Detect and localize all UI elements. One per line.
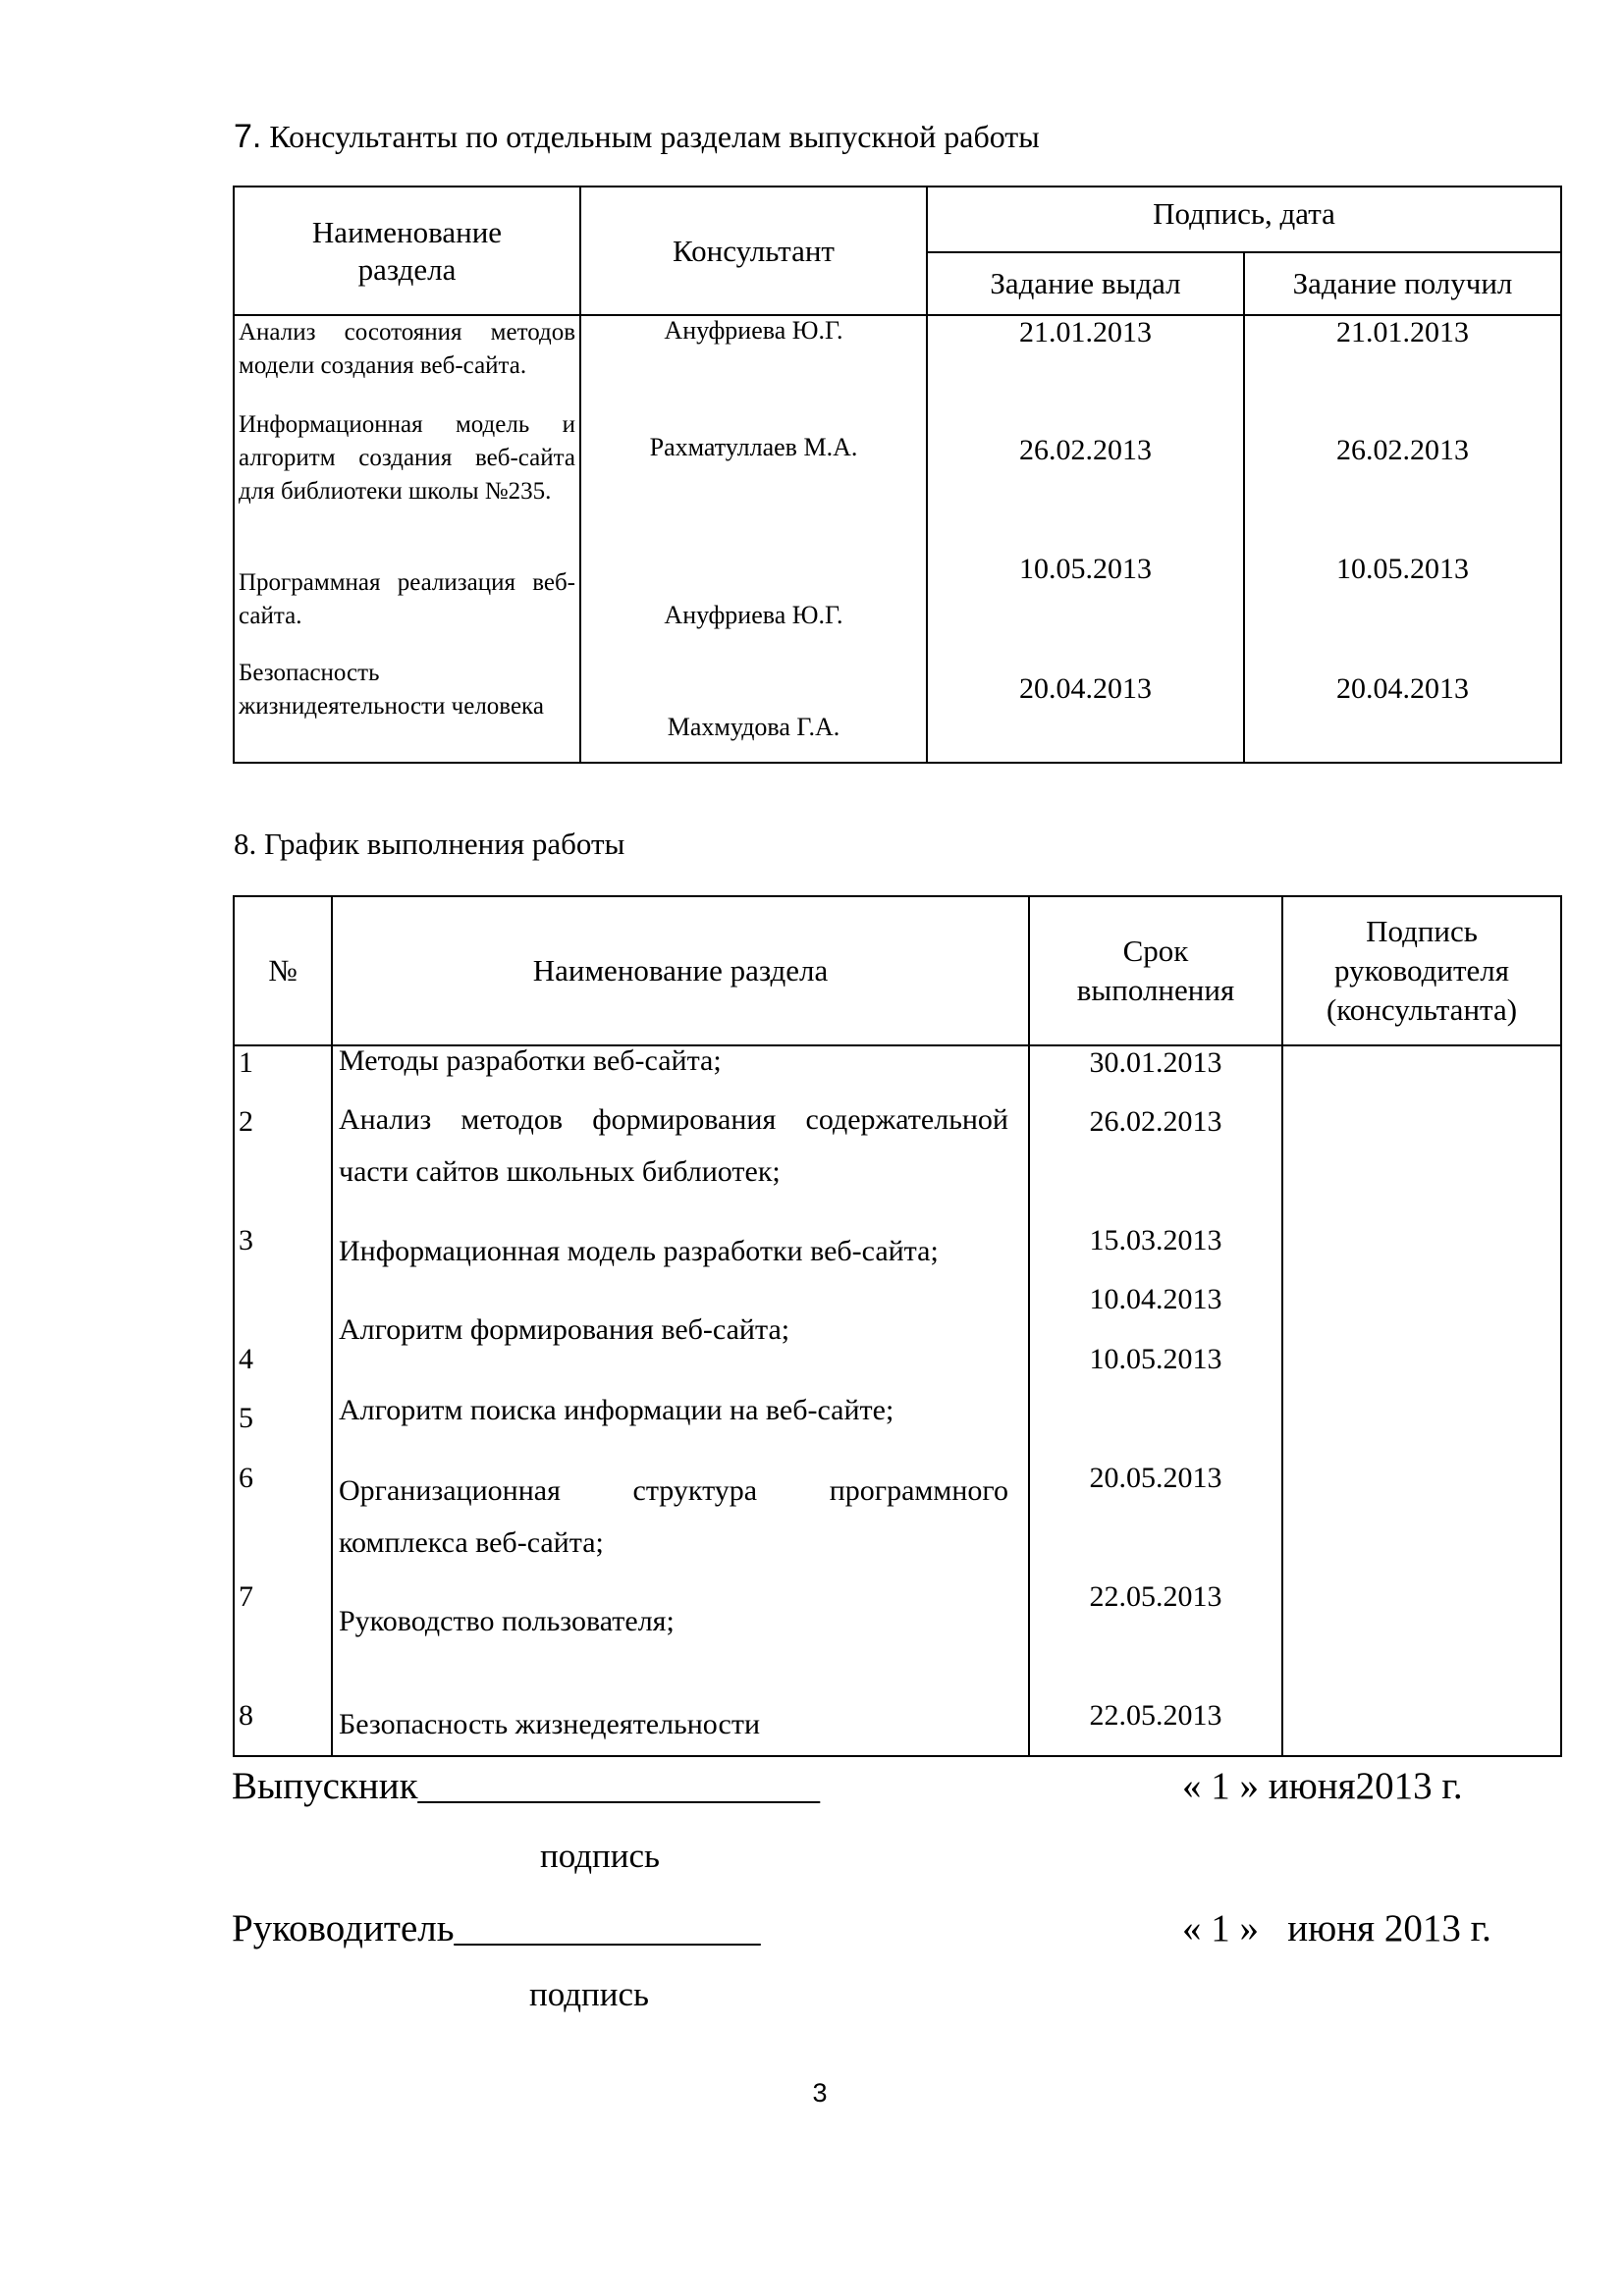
task-given-dates-cell bbox=[927, 315, 1244, 763]
row-number: 6 bbox=[239, 1462, 253, 1494]
section-7-title: Консультанты по отдельным разделам выпускной работы bbox=[269, 119, 1040, 154]
term-date: 10.04.2013 bbox=[1089, 1283, 1222, 1315]
section-7-number: 7. bbox=[234, 118, 262, 155]
date-given: 26.02.2013 bbox=[1019, 434, 1152, 466]
term-date: 30.01.2013 bbox=[1089, 1046, 1222, 1079]
date-received: 20.04.2013 bbox=[1336, 672, 1469, 705]
date-received: 10.05.2013 bbox=[1336, 553, 1469, 585]
supervisor-date: « 1 » июня 2013 г. bbox=[1182, 1907, 1491, 1949]
consultant-name: Махмудова Г.А. bbox=[667, 713, 840, 741]
schedule-item: Методы разработки веб-сайта; bbox=[339, 1044, 722, 1077]
names-cell bbox=[332, 1045, 1029, 1756]
consultant-name: Рахматуллаев М.А. bbox=[649, 433, 858, 461]
consultant-section-name: Безопасность жизнидеятельности человека bbox=[239, 660, 544, 720]
page-number: 3 bbox=[812, 2078, 828, 2108]
header-term: Срок выполнения bbox=[1029, 896, 1282, 1045]
signature-cell bbox=[1282, 1045, 1561, 1756]
date-given: 20.04.2013 bbox=[1019, 672, 1152, 705]
consultant-names-cell bbox=[580, 315, 927, 763]
schedule-item: Анализ методов формирования содержательной части сайтов школьных библиотек; bbox=[339, 1103, 1008, 1188]
row-number: 4 bbox=[239, 1343, 253, 1375]
header-number: № bbox=[234, 896, 332, 1045]
schedule-item: Руководство пользователя; bbox=[339, 1605, 675, 1637]
consultants-table bbox=[233, 186, 1562, 764]
date-received: 26.02.2013 bbox=[1336, 434, 1469, 466]
graduate-signature-caption: подпись bbox=[540, 1837, 660, 1875]
row-number: 2 bbox=[239, 1105, 253, 1138]
schedule-item: Информационная модель разработки веб-сайта; bbox=[339, 1235, 939, 1267]
row-number: 1 bbox=[239, 1046, 253, 1079]
header-task-received: Задание получил bbox=[1244, 252, 1561, 315]
term-date: 22.05.2013 bbox=[1089, 1580, 1222, 1613]
section-names-cell bbox=[234, 315, 580, 763]
consultant-name: Ануфриева Ю.Г. bbox=[664, 601, 843, 629]
schedule-item: Алгоритм поиска информации на веб-сайте; bbox=[339, 1394, 894, 1426]
row-number: 3 bbox=[239, 1224, 253, 1256]
header-consultant: Консультант bbox=[580, 187, 927, 315]
term-date: 20.05.2013 bbox=[1089, 1462, 1222, 1494]
row-number: 8 bbox=[239, 1699, 253, 1732]
numbers-cell bbox=[234, 1045, 332, 1756]
schedule-item: Безопасность жизнедеятельности bbox=[339, 1708, 761, 1740]
term-date: 15.03.2013 bbox=[1089, 1224, 1222, 1256]
supervisor-signature-line: Руководитель________________ bbox=[232, 1907, 761, 1949]
row-number: 5 bbox=[239, 1402, 253, 1434]
task-received-dates-cell bbox=[1244, 315, 1561, 763]
date-given: 21.01.2013 bbox=[1019, 316, 1152, 348]
consultant-name: Ануфриева Ю.Г. bbox=[664, 316, 843, 345]
consultant-section-name: Программная реализация веб-сайта. bbox=[239, 569, 575, 629]
header-signature: Подпись руководителя (консультанта) bbox=[1282, 896, 1561, 1045]
graduate-signature-line: Выпускник_____________________ bbox=[232, 1765, 821, 1807]
header-task-given: Задание выдал bbox=[927, 252, 1244, 315]
consultant-section-name: Анализ сосотояния методов модели создания веб-сайта. bbox=[239, 319, 575, 379]
terms-cell bbox=[1029, 1045, 1282, 1756]
schedule-item: Организационная структура программного комплекса веб-сайта; bbox=[339, 1474, 1008, 1559]
header-section-name: Наименование раздела bbox=[332, 896, 1029, 1045]
schedule-table bbox=[233, 895, 1562, 1757]
consultant-section-name: Информационная модель и алгоритм создания веб-сайта для библиотеки школы №235. bbox=[239, 411, 575, 505]
section-8-title: 8. График выполнения работы bbox=[234, 827, 625, 861]
header-section-name: Наименование раздела bbox=[234, 187, 580, 315]
row-number: 7 bbox=[239, 1580, 253, 1613]
term-date: 10.05.2013 bbox=[1089, 1343, 1222, 1375]
section-7-heading bbox=[234, 118, 1040, 156]
graduate-date: « 1 » июня2013 г. bbox=[1182, 1765, 1463, 1807]
supervisor-signature-caption: подпись bbox=[529, 1975, 649, 2013]
header-signature-date: Подпись, дата bbox=[927, 187, 1561, 252]
term-date: 22.05.2013 bbox=[1089, 1699, 1222, 1732]
schedule-item: Алгоритм формирования веб-сайта; bbox=[339, 1313, 790, 1346]
date-received: 21.01.2013 bbox=[1336, 316, 1469, 348]
term-date: 26.02.2013 bbox=[1089, 1105, 1222, 1138]
date-given: 10.05.2013 bbox=[1019, 553, 1152, 585]
